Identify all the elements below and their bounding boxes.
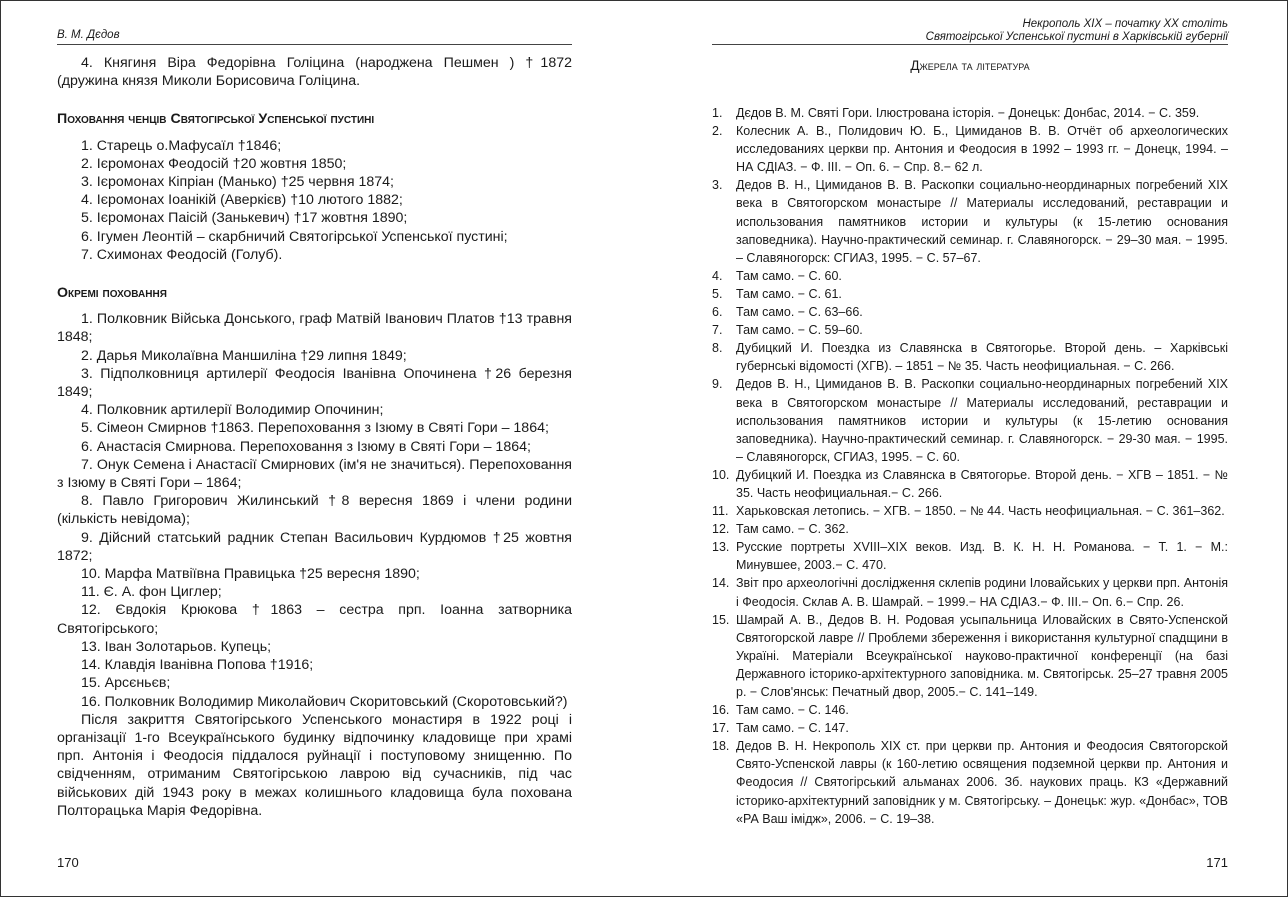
- left-body-text: [57, 54, 572, 820]
- reference-number: 6.: [712, 305, 723, 320]
- reference-number: 16.: [712, 703, 730, 718]
- reference-number: 1.: [712, 106, 723, 120]
- reference-item: [712, 176, 1228, 266]
- list-item: 14. Клавдія Іванівна Попова †1916;: [81, 657, 314, 674]
- running-head-author: В. М. Дєдов: [57, 29, 120, 41]
- reference-text: Там само. − С. 63–66.: [736, 305, 863, 320]
- list-item: 3. Ієромонах Кіпріан (Манько) †25 червня 1874;: [81, 174, 394, 191]
- list-item: 6. Анастасія Смирнова. Перепоховання з Ізюму в Святі Гори – 1864;: [81, 438, 531, 455]
- list-item: 2. Дарья Миколаївна Маншиліна †29 липня 1849;: [81, 347, 407, 364]
- running-head-line-2: Святогірської Успенської пустині в Харківській губернії: [925, 30, 1228, 43]
- reference-text: Звіт про археологічні дослідження склепів родини Іловайських у церкви прп. Антонія і Феодосія. Склав А. В. Шамрай. − 1999.− НА СДІАЗ.− Ф. III.− Оп. 6.− Спр. 26.: [736, 576, 1228, 609]
- reference-text: Там само. − С. 147.: [736, 721, 849, 736]
- reference-item: [712, 502, 1228, 520]
- reference-number: 2.: [712, 124, 723, 139]
- section-heading-monks: Поховання ченців Святогірської Успенської пустині: [57, 111, 375, 128]
- reference-text: Русские портреты XVIII–XIX веков. Изд. В. К. Н. Н. Романова. − Т. 1. − М.: Минувшее, 2003.− С. 470.: [736, 540, 1228, 573]
- list-item: 4. Полковник артилерії Володимир Опочинин;: [81, 402, 384, 419]
- page-number: 170: [57, 855, 79, 870]
- reference-item: [712, 466, 1228, 502]
- list-item: 3. Підполковниця артилерії Феодосія Іванівна Опочинена †26 березня 1849;: [57, 365, 572, 401]
- running-head-title: [926, 18, 1228, 43]
- reference-list: [712, 104, 1228, 828]
- reference-item: [712, 122, 1228, 176]
- reference-text: Дєдов В. М. Святі Гори. Ілюстрована історія. − Донецьк: Донбас, 2014. − С. 359.: [736, 106, 1200, 120]
- list-item: 7. Онук Семена і Анастасії Смирнових (ім'я не значиться). Перепоховання з Ізюму в Святі Гори – 1864;: [57, 456, 572, 492]
- separate-burial-list: [57, 310, 572, 710]
- reference-item: [712, 611, 1228, 701]
- reference-text: Шамрай А. В., Дедов В. Н. Родовая усыпальница Иловайских в Свято-Успенской Святогорской лавре // Проблеми збереження і використання культурної спадщини в Україні. Матеріали Всеукраїнської науково-практичної конференції (на базі Державного історико-архітектурного заповідника. м. Святогірськ. 25–27 травня 2005 р. − Слов'янськ: Печатный двор, 2005.− С. 141–149.: [736, 612, 1228, 699]
- header-rule: [57, 44, 572, 45]
- reference-item: [712, 719, 1228, 737]
- reference-item: [712, 701, 1228, 719]
- reference-text: Там само. − С. 60.: [736, 268, 842, 283]
- list-item: 1. Старець о.Мафусаїл †1846;: [81, 137, 282, 154]
- list-item: 5. Ієромонах Паісій (Занькевич) †17 жовтня 1890;: [81, 210, 408, 227]
- list-item: 2. Ієромонах Феодосій †20 жовтня 1850;: [81, 155, 347, 172]
- reference-number: 15.: [712, 612, 730, 627]
- monks-burial-list: [57, 137, 572, 264]
- reference-number: 4.: [712, 268, 723, 283]
- list-item: 16. Полковник Володимир Миколайович Скоритовський (Скоротовський?): [81, 693, 568, 710]
- reference-text: Дубицкий И. Поездка из Славянска в Святогорье. Второй день. − ХГВ – 1851. − № 35. Часть неофициальная.− С. 266.: [736, 467, 1228, 500]
- reference-text: Дедов В. Н., Цимиданов В. В. Раскопки социально-неординарных погребений XIX века в Святогорском монастыре // Материалы исследований, реставрации и использования памятников истории и культуры (к 15-летию основания заповедника). Научно-практический семинар. г. Славяногорск. − 29-30 мая. − 1995. – Славяногорск, СГИАЗ, 1995. − С. 60.: [736, 377, 1228, 464]
- list-item: 11. Є. А. фон Циглер;: [81, 584, 222, 601]
- list-item: 15. Арсєньєв;: [81, 675, 171, 692]
- right-page: [712, 0, 1228, 897]
- intro-paragraph: 4. Княгиня Віра Федорівна Голіцина (народжена Пешмен ) †1872 (дружина князя Миколи Борисовича Голіцина.: [57, 55, 572, 90]
- reference-number: 7.: [712, 323, 723, 338]
- reference-number: 10.: [712, 467, 730, 482]
- reference-number: 8.: [712, 341, 723, 356]
- reference-number: 12.: [712, 522, 730, 537]
- section-heading-separate: Окремі поховання: [57, 285, 167, 302]
- list-item: 5. Сімеон Смирнов †1863. Перепоховання з Ізюму в Святі Гори – 1864;: [81, 420, 549, 437]
- reference-item: [712, 267, 1228, 285]
- reference-text: Харьковская летопись. − ХГВ. − 1850. − № 44. Часть неофициальная. − С. 361–362.: [736, 504, 1225, 519]
- reference-number: 3.: [712, 178, 723, 193]
- reference-item: [712, 339, 1228, 375]
- reference-item: [712, 321, 1228, 339]
- list-item: 6. Ігумен Леонтій – скарбничий Святогірської Успенської пустині;: [81, 228, 508, 245]
- reference-number: 18.: [712, 739, 730, 754]
- reference-number: 17.: [712, 721, 730, 736]
- reference-number: 11.: [712, 504, 729, 519]
- list-item: 12. Євдокія Крюкова †1863 – сестра прп. Іоанна затворника Святогірського;: [57, 602, 572, 637]
- header-rule: [712, 44, 1228, 45]
- list-item: 1. Полковник Війська Донського, граф Матвій Іванович Платов †13 травня 1848;: [57, 311, 572, 346]
- reference-item: [712, 285, 1228, 303]
- page-number: 171: [1206, 855, 1228, 870]
- reference-item: [712, 538, 1228, 574]
- list-item: 8. Павло Григорович Жилинський †8 вересня 1869 і члени родини (кількість невідома);: [57, 493, 572, 528]
- list-item: 13. Іван Золотарьов. Купець;: [81, 638, 272, 655]
- reference-text: Там само. − С. 59–60.: [736, 323, 863, 338]
- reference-text: Дедов В. Н. Некрополь XIX ст. при церкви пр. Антония и Феодосия Святогорской Свято-Успенской лавры (к 160-летию освящения подземной церкви пр. Антония и Феодосия // Святогірський альманах 2006. Зб. наукових праць. КЗ «Державний історико-архітектурний заповідник у м. Святогірську. – Донецьк: жур. «Донбас», ТОВ «РА Ваш імідж», 2006. − С. 19–38.: [736, 739, 1228, 826]
- reference-number: 13.: [712, 540, 730, 555]
- list-item: 9. Дійсний статський радник Степан Васильович Курдюмов †25 жовтня 1872;: [57, 529, 572, 564]
- reference-text: Там само. − С. 146.: [736, 703, 849, 718]
- sources-title: Джерела та література: [910, 58, 1030, 73]
- list-item: 4. Ієромонах Іоанікій (Аверкієв) †10 лютого 1882;: [81, 192, 403, 209]
- reference-number: 14.: [712, 576, 730, 591]
- list-item: 10. Марфа Матвіївна Правицька †25 вересня 1890;: [81, 566, 420, 583]
- reference-text: Колесник А. В., Полидович Ю. Б., Цимиданов В. В. Отчёт об археологических исследованиях церкви пр. Антония и Феодосия в 1992 – 1993 гг. − Донецк, 1994. – НА СДІАЗ. − Ф. III. − Оп. 6. − Спр. 8.− 62 л.: [736, 124, 1228, 175]
- list-item: 7. Схимонах Феодосій (Голуб).: [81, 246, 283, 263]
- reference-text: Дедов В. Н., Цимиданов В. В. Раскопки социально-неординарных погребений XIX века в Святогорском монастыре // Материалы исследований, реставрации и использования памятников истории и культуры (к 15-летию основания заповедника). Научно-практический семинар. г. Славяногорск. − 29–30 мая. − 1995. – Славяногорск: СГИАЗ, 1995. − С. 57–67.: [736, 178, 1228, 265]
- reference-item: [712, 737, 1228, 827]
- reference-text: Там само. − С. 61.: [736, 286, 842, 301]
- reference-number: 5.: [712, 286, 723, 301]
- left-page: [57, 0, 572, 897]
- closing-paragraph: Після закриття Святогірського Успенського монастиря в 1922 році і організації 1-го Всеукраїнського будинку відпочинку кладовище при храмі прп. Антонія і Феодосія піддалося руйнації і поступовому знищенню. По свідченням, отриманим Святогірською лаврою від сучасників, під час військових дій 1943 року в межах колишнього кладовища була похована Полторацька Марія Федорівна.: [57, 711, 572, 819]
- reference-item: [712, 375, 1228, 465]
- reference-number: 9.: [712, 377, 723, 392]
- running-head-line-1: Некрополь XIX – початку XX століть: [1022, 18, 1228, 30]
- reference-item: [712, 520, 1228, 538]
- reference-item: [712, 303, 1228, 321]
- reference-item: [712, 104, 1228, 122]
- reference-text: Дубицкий И. Поездка из Славянска в Святогорье. Второй день. – Харківські губернські відомості (ХГВ). – 1851 − № 35. Часть неофициальная. − С. 266.: [736, 341, 1228, 374]
- reference-text: Там само. − С. 362.: [736, 522, 849, 537]
- reference-item: [712, 574, 1228, 610]
